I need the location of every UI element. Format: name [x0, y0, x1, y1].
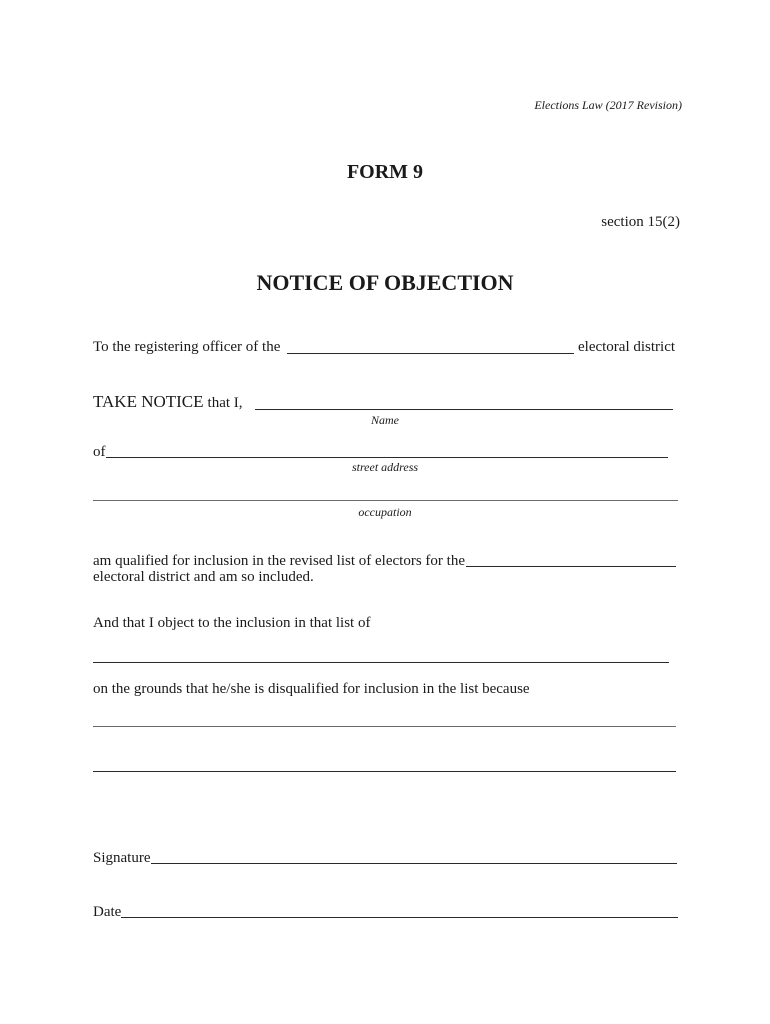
street-address-blank-line — [106, 457, 668, 458]
law-reference-header: Elections Law (2017 Revision) — [534, 98, 682, 112]
addressee-suffix: electoral district — [578, 339, 676, 355]
district-blank-line — [287, 353, 574, 354]
addressee-prefix: To the registering officer of the — [93, 339, 281, 355]
qualification-line-2: electoral district and am so included. — [93, 569, 314, 585]
of-label: of — [93, 444, 106, 460]
signature-blank-line — [151, 863, 677, 864]
electoral-district-blank-line — [466, 566, 676, 567]
signature-label: Signature — [93, 850, 151, 866]
name-caption: Name — [371, 413, 399, 427]
occupation-blank-line — [93, 500, 678, 501]
form-number: FORM 9 — [346, 161, 424, 183]
grounds-blank-line-1 — [93, 726, 676, 727]
take-notice-label: TAKE NOTICE — [93, 392, 204, 411]
qualification-line-1: am qualified for inclusion in the revised list of electors for the — [93, 553, 465, 569]
objected-person-blank-line — [93, 662, 669, 663]
take-notice-row — [93, 392, 243, 413]
date-blank-line — [121, 917, 678, 918]
date-label: Date — [93, 904, 122, 920]
street-address-caption: street address — [351, 460, 419, 474]
grounds-blank-line-2 — [93, 771, 676, 772]
form-title: NOTICE OF OBJECTION — [256, 270, 514, 295]
object-statement: And that I object to the inclusion in that list of — [93, 615, 371, 631]
name-blank-line — [255, 409, 673, 410]
that-i-label: that I, — [207, 395, 243, 411]
grounds-statement: on the grounds that he/she is disqualified for inclusion in the list because — [93, 681, 530, 697]
occupation-caption: occupation — [358, 505, 412, 519]
section-reference: section 15(2) — [601, 214, 680, 230]
